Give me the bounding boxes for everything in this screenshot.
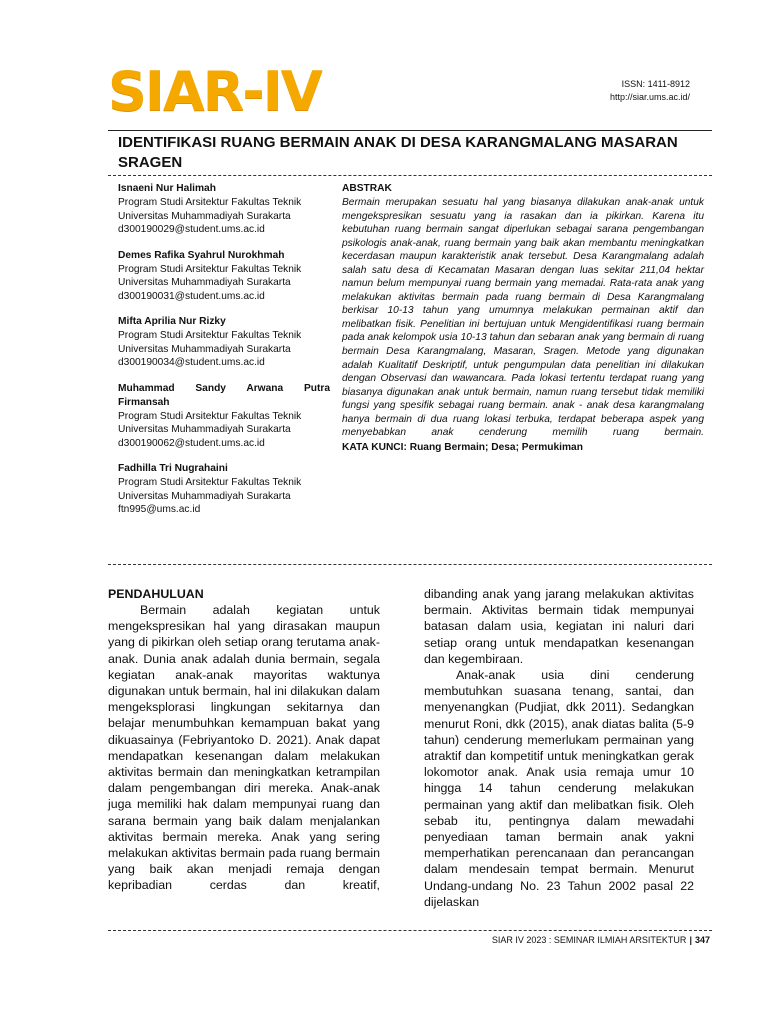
abstract-body: Bermain merupakan sesuatu hal yang biasanya dilakukan anak-anak untuk mengekspresikan sesuatu yang ia rasakan dan ia pikirkan. Karena itu kebutuhan ruang bermain sangat diperlukan sebagai sarana pengembangan psikologis anak-anak, ruang bermain yang baik akan membantu meningkatkan kecerdasan maupun karakteristik anak tersebut. Desa Karangmalang adalah salah satu desa di Kecamatan Masaran dengan luas sekitar 211,04 hektar namun belum mempunyai ruang bermain yang memadai. Rata-rata anak yang melakukan aktivitas bermain pada ruang bermain di Desa Karangmalang berkisar 10-13 tahun yang umumnya melakukan permainan aktif dan melibatkan fisik. Penelitian ini bertujuan untuk Mengidentifikasi ruang bermain pada anak kelompok usia 10-13 tahun dan sebaran anak yang bermain di ruang bermain Desa Karangmalang, Masaran, Sragen. Metode yang digunakan adalah Kualitatif Deskriptif, untuk pengumpulan data penelitian ini dilakukan dengan Observasi dan wawancara. Pada lokasi tertentu terdapat ruang yang biasanya digunakan anak untuk bermain, namun ruang tersebut tidak memiliki fungsi yang spesifik sebagai ruang bermain. anak - anak desa karangmalang hanya bermain di dua ruang lokasi terbuka, terdapat beberapa aspek yang menyebabkan anak cenderung memilih ruang bermain.: [342, 197, 704, 439]
section-heading: PENDAHULUAN: [108, 587, 204, 601]
author-block: [118, 315, 330, 370]
author-list: [118, 182, 330, 529]
author-name: Fadhilla Tri Nugrahaini: [118, 463, 228, 474]
body-paragraph: dibanding anak yang jarang melakukan aktivitas bermain. Aktivitas bermain tidak mempunyai batasan dalam usia, kegiatan ini naluri dari setiap orang untuk mendapatkan kesenangan dan kegembiraan.: [424, 587, 694, 666]
author-email[interactable]: d300190031@student.ums.ac.id: [118, 290, 265, 302]
author-program: Program Studi Arsitektur Fakultas Teknik: [118, 197, 302, 208]
author-block: [118, 382, 330, 451]
header-rule: [108, 130, 712, 131]
author-university: Universitas Muhammadiyah Surakarta: [118, 210, 291, 222]
journal-url[interactable]: http://siar.ums.ac.id/: [609, 92, 690, 102]
author-program: Program Studi Arsitektur Fakultas Teknik: [118, 410, 302, 422]
author-university: Universitas Muhammadiyah Surakarta: [118, 490, 291, 502]
page-footer: [492, 935, 710, 945]
author-email[interactable]: d300190062@student.ums.ac.id: [118, 437, 265, 449]
journal-info: [610, 78, 690, 104]
author-university: Universitas Muhammadiyah Surakarta: [118, 424, 291, 435]
abstract-heading: ABSTRAK: [342, 183, 392, 194]
author-name: Isnaeni Nur Halimah: [118, 183, 216, 194]
footer-rule: [108, 930, 712, 931]
author-name: Mifta Aprilia Nur Rizky: [118, 316, 226, 327]
author-block: [118, 182, 330, 237]
author-block: [118, 462, 330, 517]
footer-journal: SIAR IV 2023 : SEMINAR ILMIAH ARSITEKTUR: [491, 935, 687, 945]
body-paragraph: Anak-anak usia dini cenderung membutuhkan suasana tenang, santai, dan menyenangkan (Pudjiat, dkk 2011). Sedangkan menurut Roni, dkk (2015), anak diatas balita (5-9 tahun) cenderung memerlukam permainan yang atraktif dan kompetitif untuk meningkatkan gerak lokomotor anak. Anak usia remaja umur 10 hingga 14 tahun cenderung melakukan permainan yang aktif dan melibatkan fisik. Oleh sebab itu, pentingnya dalam mewadahi penyediaan taman bermain anak yakni memperhatikan perencanaan dan perancangan dalam mendesain tempat bermain. Menurut Undang-undang No. 23 Tahun 2002 pasal 22 dijelaskan: [424, 668, 694, 909]
author-program: Program Studi Arsitektur Fakultas Teknik: [118, 330, 302, 341]
abstract-section: [342, 182, 704, 455]
author-name: Demes Rafika Syahrul Nurokhmah: [118, 249, 285, 261]
author-university: Universitas Muhammadiyah Surakarta: [118, 343, 291, 355]
author-email[interactable]: ftn995@ums.ac.id: [118, 504, 201, 515]
author-email[interactable]: d300190034@student.ums.ac.id: [118, 357, 265, 368]
journal-logo: SIAR-IV: [108, 60, 321, 123]
body-column-left: [108, 586, 380, 894]
author-program: Program Studi Arsitektur Fakultas Teknik: [118, 263, 302, 275]
title-divider: [108, 175, 712, 176]
section-divider: [108, 564, 712, 565]
paper-title: IDENTIFIKASI RUANG BERMAIN ANAK DI DESA KARANGMALANG MASARAN SRAGEN: [118, 134, 678, 171]
body-column-right: [424, 586, 694, 910]
author-email[interactable]: d300190029@student.ums.ac.id: [118, 224, 265, 235]
footer-separator: |: [689, 935, 692, 945]
keywords: KATA KUNCI: Ruang Bermain; Desa; Permukiman: [342, 441, 583, 453]
author-name: Muhammad Sandy Arwana Putra Firmansah: [118, 382, 330, 408]
author-program: Program Studi Arsitektur Fakultas Teknik: [118, 477, 302, 488]
issn-number: ISSN: 1411-8912: [621, 79, 690, 89]
author-university: Universitas Muhammadiyah Surakarta: [118, 277, 291, 288]
author-block: [118, 249, 330, 304]
body-paragraph: Bermain adalah kegiatan untuk mengekspresikan hal yang dirasakan maupun yang di pikirkan oleh setiap orang terutama anak-anak. Dunia anak adalah dunia bermain, segala kegiatan anak-anak mayoritas waktunya digunakan untuk bermain, hal ini dilakukan dalam mengeksplorasi lingkungan sekitarnya dan belajar menumbuhkan kemampuan bakat yang dikuasainya (Febriyantoko D. 2021). Anak dapat mendapatkan kesenangan dalam melakukan aktivitas bermain dan meningkatkan ketrampilan dalam pengembangan diri mereka. Anak-anak juga memiliki hak dalam mempunyai ruang dan sarana bermain yang baik dalam menjalankan aktivitas bermain mereka. Anak yang sering melakukan aktivitas bermain pada ruang bermain yang baik akan menjadi remaja dengan kepribadian cerdas dan kreatif,: [108, 603, 380, 893]
page-number: 347: [694, 935, 710, 945]
